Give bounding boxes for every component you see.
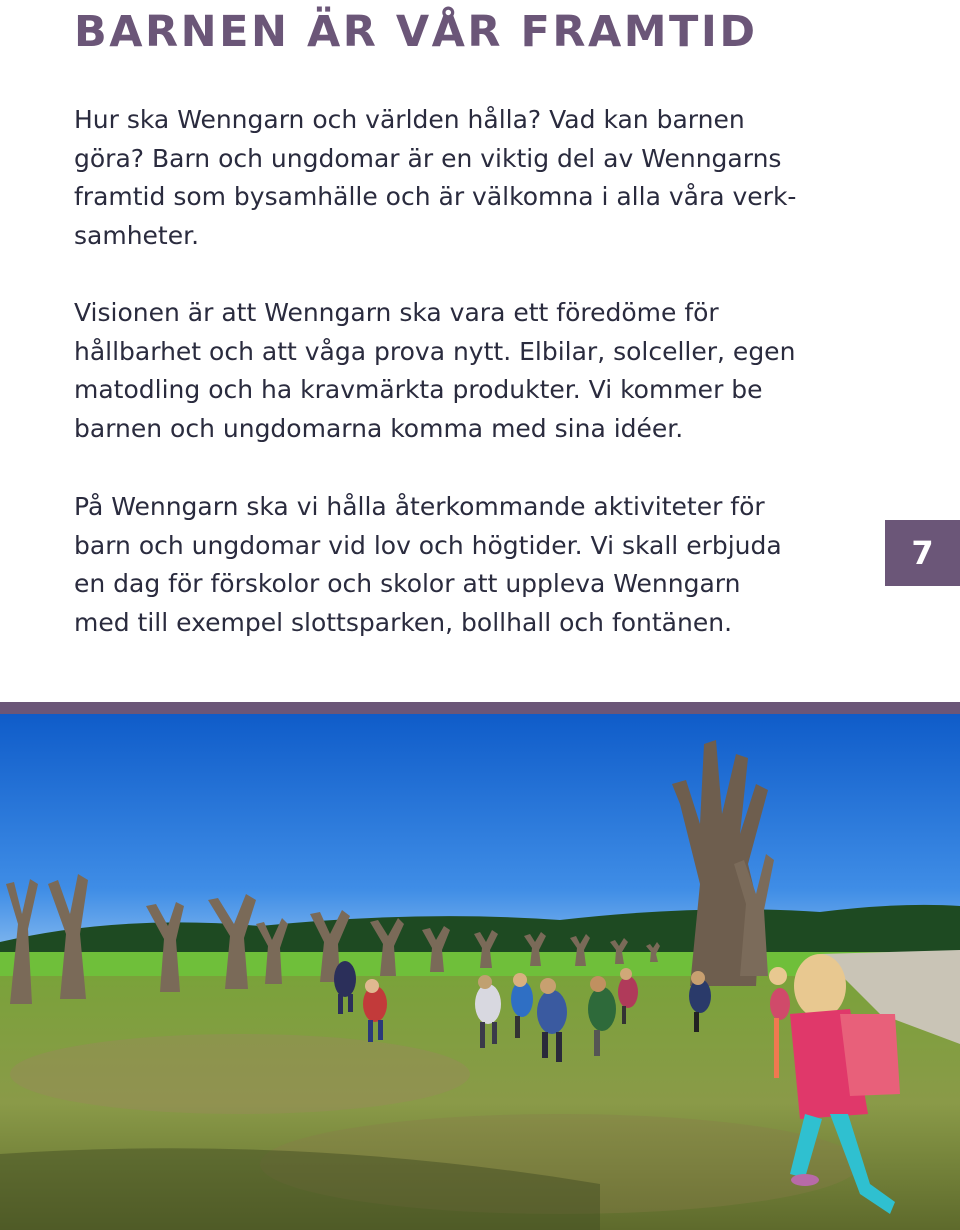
- paragraph-line: hållbarhet och att våga prova nytt. Elbilar, solceller, egen: [74, 336, 796, 366]
- page-title: BARNEN ÄR VÅR FRAMTID: [74, 7, 758, 57]
- paragraph-intro: [74, 101, 874, 255]
- paragraph-line: barn och ungdomar vid lov och högtider. Vi skall erbjuda: [74, 530, 782, 560]
- paragraph-vision: [74, 294, 874, 448]
- paragraph-line: På Wenngarn ska vi hålla återkommande aktiviteter för: [74, 492, 765, 521]
- section-divider: [0, 702, 960, 714]
- paragraph-line: matodling och ha kravmärkta produkter. Vi kommer be: [74, 375, 763, 404]
- paragraph-line: Hur ska Wenngarn och världen hålla? Vad kan barnen: [74, 105, 745, 134]
- paragraph-line: Visionen är att Wenngarn ska vara ett föredöme för: [74, 298, 719, 327]
- photo-illustration: [0, 714, 960, 1230]
- page-number-badge: 7: [885, 520, 960, 586]
- paragraph-line: göra? Barn och ungdomar är en viktig del av Wenngarns: [74, 143, 782, 173]
- paragraph-line: med till exempel slottsparken, bollhall och fontänen.: [74, 607, 733, 637]
- paragraph-line: samheter.: [74, 220, 200, 250]
- paragraph-line: en dag för förskolor och skolor att uppleva Wenngarn: [74, 569, 741, 598]
- children-running-photo: [0, 714, 960, 1230]
- paragraph-activities: [74, 488, 874, 642]
- paragraph-line: barnen och ungdomarna komma med sina idéer.: [74, 413, 684, 443]
- paragraph-line: framtid som bysamhälle och är välkomna i alla våra verk-: [74, 182, 797, 211]
